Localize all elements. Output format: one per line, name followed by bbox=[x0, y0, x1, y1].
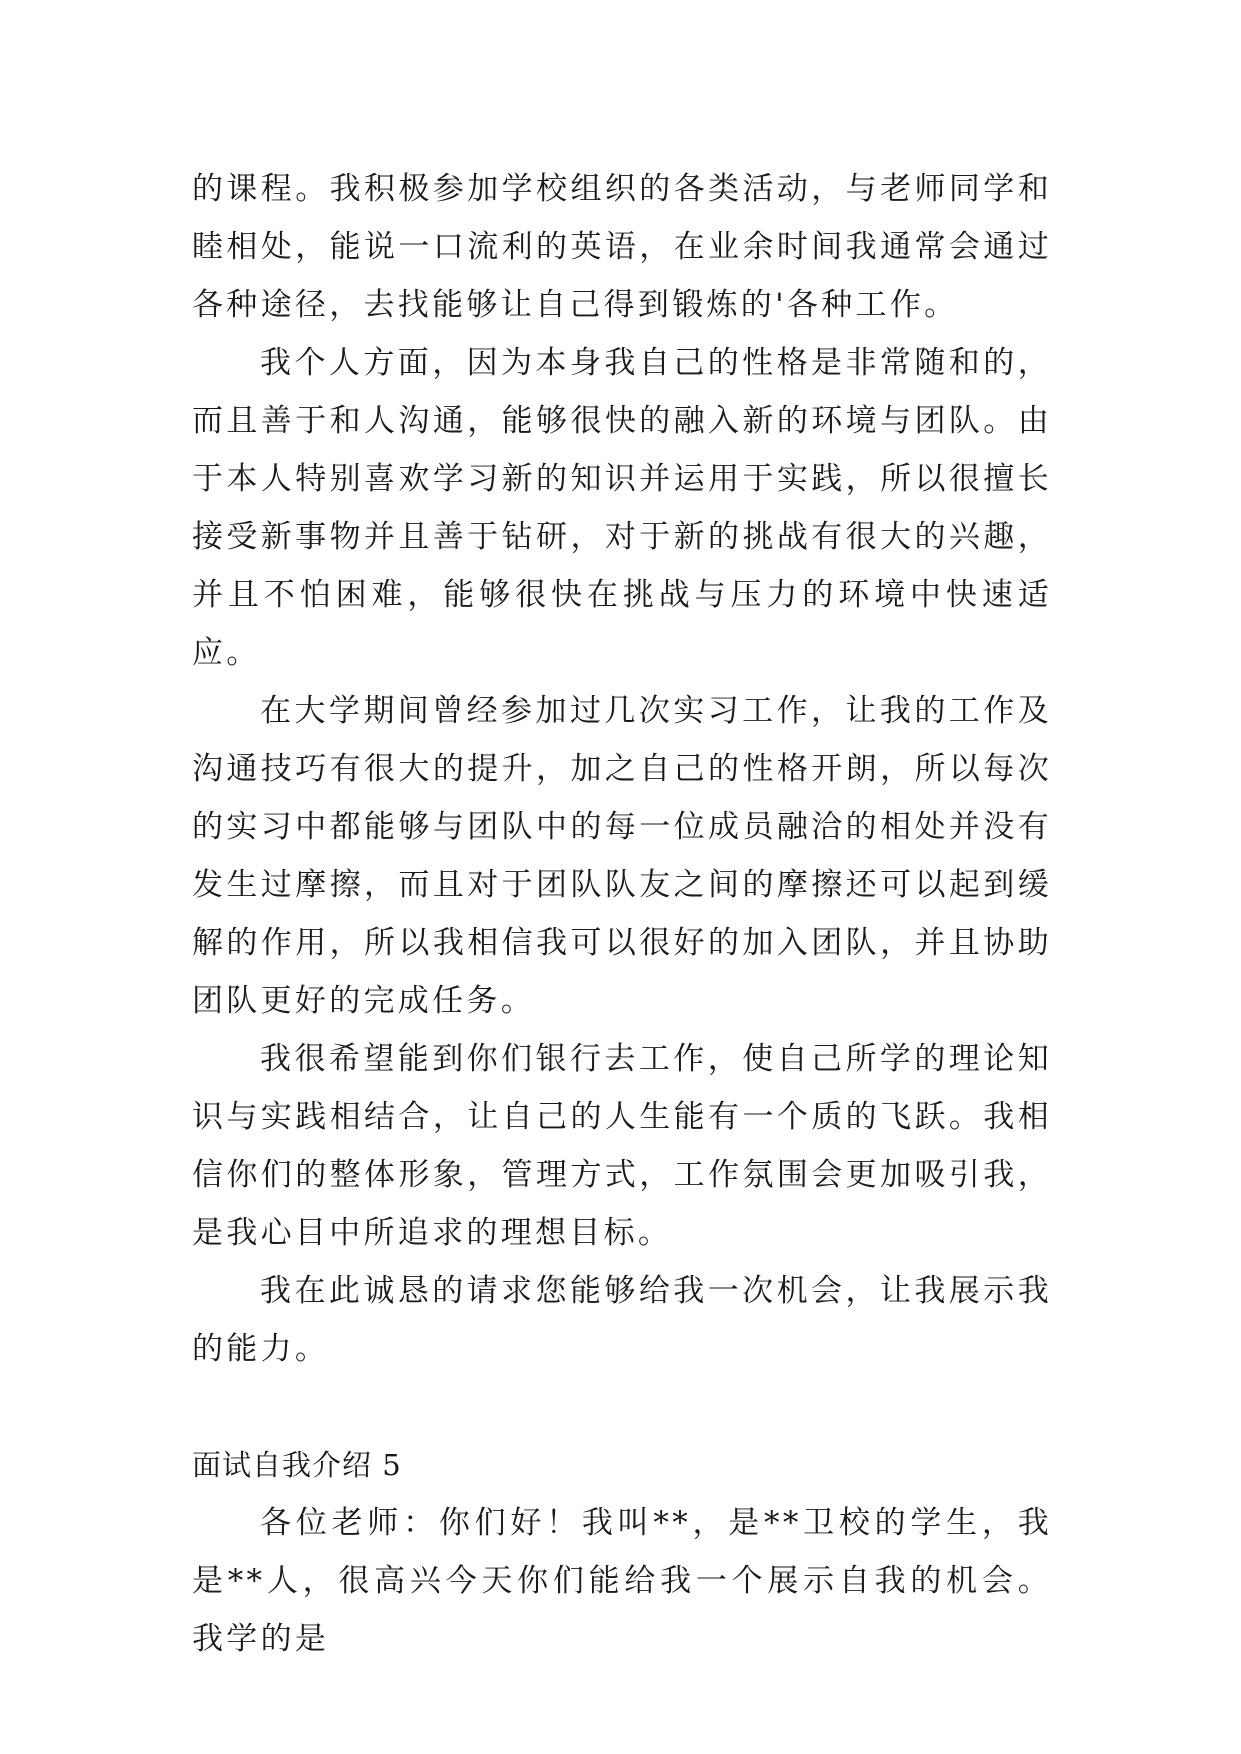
section-title: 面试自我介绍 5 bbox=[192, 1448, 402, 1482]
paragraph-continued: 的课程。我积极参加学校组织的各类活动，与老师同学和睦相处，能说一口流利的英语，在业余时间我通常会通过各种途径，去找能够让自己得到锻炼的'各种工作。 bbox=[192, 171, 1052, 323]
paragraph-internship: 在大学期间曾经参加过几次实习工作，让我的工作及沟通技巧有很大的提升，加之自己的性格开朗，所以每次的实习中都能够与团队中的每一位成员融洽的相处并没有发生过摩擦，而且对于团队队友之间的摩擦还可以起到缓解的作用，所以我相信我可以很好的加入团队，并且协助团队更好的完成任务。 bbox=[192, 693, 1052, 1019]
paragraph-personality: 我个人方面，因为本身我自己的性格是非常随和的，而且善于和人沟通，能够很快的融入新的环境与团队。由于本人特别喜欢学习新的知识并运用于实践，所以很擅长接受新事物并且善于钻研，对于新的挑战有很大的兴趣，并且不怕困难，能够很快在挑战与压力的环境中快速适应。 bbox=[192, 345, 1052, 671]
paragraph-request: 我在此诚恳的请求您能够给我一次机会，让我展示我的能力。 bbox=[192, 1273, 1052, 1367]
paragraph-bank-wish: 我很希望能到你们银行去工作，使自己所学的理论知识与实践相结合，让自己的人生能有一个质的飞跃。我相信你们的整体形象，管理方式，工作氛围会更加吸引我，是我心目中所追求的理想目标。 bbox=[192, 1041, 1052, 1251]
document-page bbox=[192, 160, 1052, 1668]
paragraph-greeting: 各位老师：你们好！我叫**，是**卫校的学生，我是**人，很高兴今天你们能给我一个展示自我的机会。我学的是 bbox=[192, 1505, 1052, 1657]
